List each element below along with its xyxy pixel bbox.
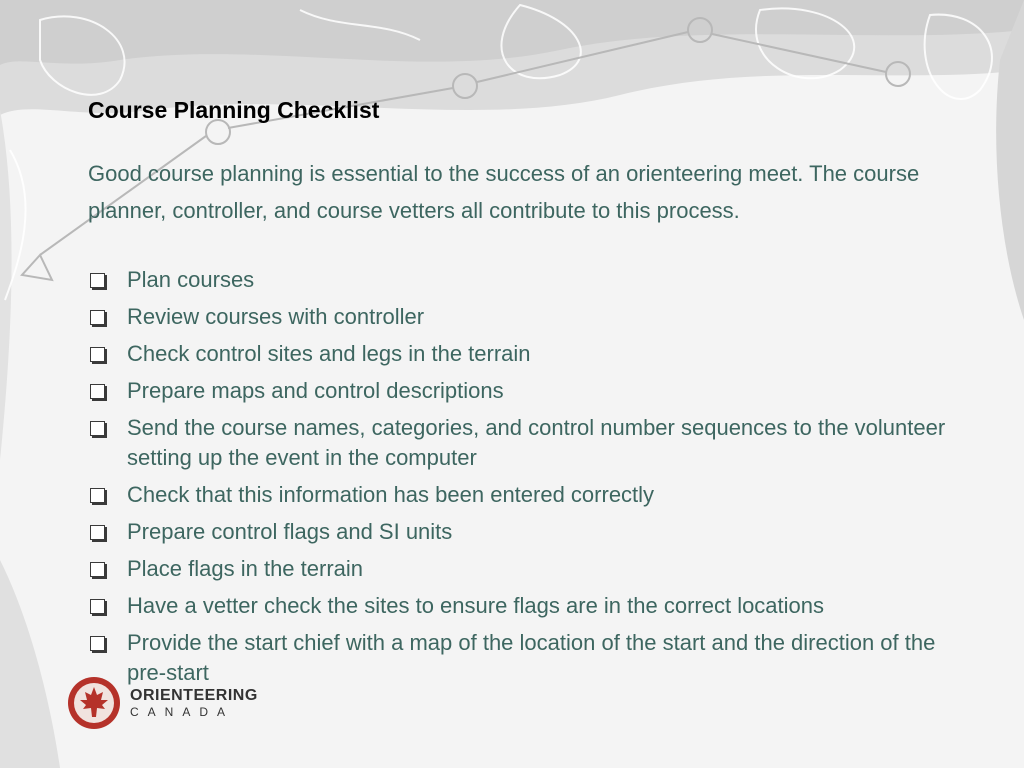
slide-title: Course Planning Checklist [88,97,380,123]
orienteering-canada-logo [66,675,258,731]
checklist-item-text: Prepare control flags and SI units [127,519,453,544]
checkbox-bullet-icon [90,384,105,399]
checkbox-bullet-icon [90,310,105,325]
checkbox-bullet-icon [90,636,105,651]
checklist-item [88,376,948,406]
checklist-item [88,413,948,473]
checklist-item [88,480,948,510]
checklist [88,265,948,695]
checklist-item [88,554,948,584]
checklist-item-text: Review courses with controller [127,304,425,329]
checklist-item-text: Check that this information has been entered correctly [127,482,655,507]
maple-leaf-seal-icon [66,675,122,731]
checkbox-bullet-icon [90,421,105,436]
intro-paragraph: Good course planning is essential to the success of an orienteering meet. The course planner, controller, and course vetters all contribute to this process. [88,161,920,223]
checklist-item [88,302,948,332]
checklist-item-text: Send the course names, categories, and control number sequences to the volunteer setting up the event in the computer [127,415,946,470]
checklist-item-text: Prepare maps and control descriptions [127,378,504,403]
checklist-item-text: Place flags in the terrain [127,556,364,581]
checkbox-bullet-icon [90,488,105,503]
checklist-item-text: Have a vetter check the sites to ensure flags are in the correct locations [127,593,825,618]
checkbox-bullet-icon [90,273,105,288]
checklist-item-text: Plan courses [127,267,255,292]
checkbox-bullet-icon [90,599,105,614]
checkbox-bullet-icon [90,562,105,577]
checkbox-bullet-icon [90,347,105,362]
logo-name: ORIENTEERING [130,687,258,704]
checklist-item-text: Provide the start chief with a map of the location of the start and the direction of the pre-start [127,630,936,685]
checklist-item-text: Check control sites and legs in the terrain [127,341,531,366]
checklist-item [88,517,948,547]
checkbox-bullet-icon [90,525,105,540]
logo-subtitle: CANADA [130,705,235,719]
checklist-item [88,339,948,369]
checklist-item [88,265,948,295]
checklist-item [88,591,948,621]
